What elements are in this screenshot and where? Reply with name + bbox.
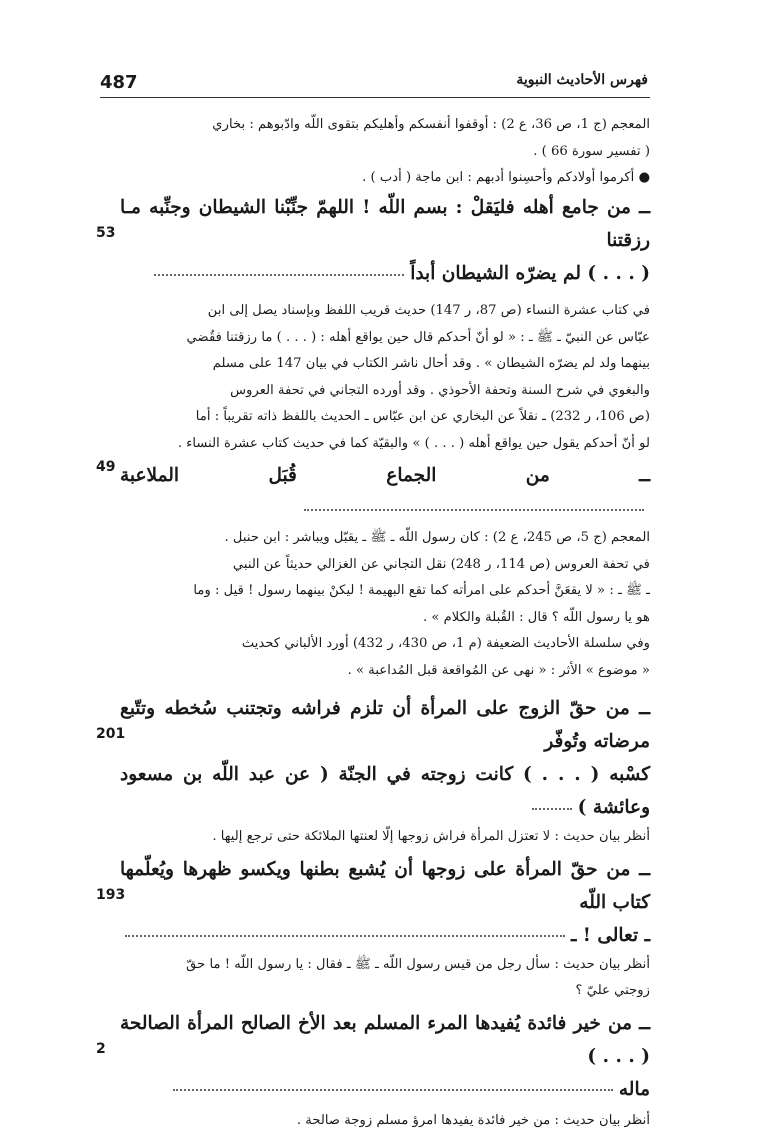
hadith-index: [120, 112, 650, 1134]
running-title: فهرس الأحاديث النبوية: [516, 72, 648, 88]
index-entry: [120, 191, 650, 457]
header-rule: [100, 97, 650, 98]
note-line: أنظر بيان حديث : لا تعتزل المرأة فراش زوجها إلّا لعنتها الملائكة حتى ترجع إليها .: [120, 824, 650, 851]
page-reference: 201: [96, 726, 125, 742]
leader-dots: [532, 807, 572, 810]
entry-heading-text: كسْبه ( . . . ) كانت زوجته في الجنّة ( عن عبد اللّه بن مسعود وعائشة ): [120, 764, 650, 818]
index-entry: [120, 853, 650, 1005]
index-entry: [120, 1007, 650, 1134]
note-line: أنظر بيان حديث : سأل رجل من قيس رسول اللّه ـ ﷺ ـ فقال : يا رسول اللّه ! ما حقّ: [120, 952, 650, 979]
entry-heading: [120, 758, 650, 824]
note-line: أنظر بيان حديث : من خير فائدة يفيدها امرؤ مسلم زوجة صالحة .: [120, 1108, 650, 1134]
entry-heading: [120, 257, 650, 290]
note-line: في كتاب عشرة النساء (ص 87، ر 147) حديث قريب اللفظ وبإسناد يصل إلى ابن: [120, 298, 650, 325]
note-line: ـ ﷺ ـ : « لا يقعَنَّ أحدكم على امرأته كما تقع البهيمة ! ليكنْ بينهما رسول ! قيل : وما: [120, 578, 650, 605]
index-entry: [120, 459, 650, 684]
entry-heading-text: ــ من الجماع قُبَل الملاعبة: [120, 465, 650, 486]
entry-heading: ــ من حقّ المرأة على زوجها أن يُشبع بطنها ويكسو ظهرها ويُعلّمها كتاب اللّه: [120, 853, 650, 919]
note-line: وفي سلسلة الأحاديث الضعيفة (م 1، ص 430، ر 432) أورد الألباني كحديث: [120, 631, 650, 658]
entry-heading: ــ من جامع أهله فليَقلْ : بسم اللّه ! اللهمّ جنِّبْنا الشيطان وجنِّبه مـا رزقتنا: [120, 191, 650, 257]
entry-heading: [120, 919, 650, 952]
entry-heading: [120, 459, 650, 525]
note-line: (ص 106، ر 232) ـ نقلاً عن البخاري عن ابن عبّاس ـ الحديث باللفظ ذاته تقريباً : أما: [120, 404, 650, 431]
continued-note: [120, 112, 650, 191]
entry-heading: [120, 1073, 650, 1106]
page-reference: 193: [96, 887, 125, 903]
entry-heading-text: ـ تعالى ! ـ: [571, 925, 650, 946]
page-reference: 49: [96, 459, 115, 475]
entry-heading: ــ من خير فائدة يُفيدها المرء المسلم بعد الأخ الصالح المرأة الصالحة ( . . . ): [120, 1007, 650, 1073]
note-line: هو يا رسول اللّه ؟ قال : القُبلة والكلام » .: [120, 605, 650, 632]
note-line: المعجم (ج 5، ص 245، ع 2) : كان رسول اللّه ـ ﷺ ـ يقبّل ويباشر : ابن حنبل .: [120, 525, 650, 552]
page-reference: 53: [96, 225, 115, 241]
index-entry: [120, 692, 650, 851]
note-line: عبّاس عن النبيّ ـ ﷺ ـ : « لو أنّ أحدكم قال حين يواقع أهله : ( . . . ) ما رزقتنا فقُضي: [120, 325, 650, 352]
leader-dots: [154, 273, 404, 276]
leader-dots: [125, 934, 565, 937]
note-line: المعجم (ج 1، ص 36، ع 2) : أوقفوا أنفسكم وأهليكم بتقوى اللّه وادّبوهم : بخاري: [120, 112, 650, 139]
note-line: والبغوي في شرح السنة وتحفة الأحوذي . وقد أورده التجاني في تحفة العروس: [120, 378, 650, 405]
page-reference: 2: [96, 1041, 106, 1057]
page-header: [100, 72, 648, 96]
note-line: « موضوع » الأثر : « نهى عن المُواقعة قبل المُداعبة » .: [120, 658, 650, 685]
note-line: زوجتي عليّ ؟: [120, 978, 650, 1005]
entry-heading: ــ من حقّ الزوج على المرأة أن تلزم فراشه وتجتنب سُخطه وتتّبع مرضاته وتُوفّر: [120, 692, 650, 758]
note-line: بينهما ولد لم يضرّه الشيطان » . وقد أحال ناشر الكتاب في بيان 147 على مسلم: [120, 351, 650, 378]
leader-dots: [173, 1088, 613, 1091]
note-line: لو أنّ أحدكم يقول حين يواقع أهله ( . . . ) » والبقيّة كما في حديث كتاب عشرة النساء .: [120, 431, 650, 458]
note-line: ( تفسير سورة 66 ) .: [120, 139, 650, 166]
entry-heading-text: ( . . . ) لم يضرّه الشيطان أبداً: [410, 263, 650, 284]
page-number: 487: [100, 72, 138, 93]
leader-dots: [304, 508, 644, 511]
entry-heading-text: ماله: [619, 1079, 650, 1100]
note-line: في تحفة العروس (ص 114، ر 248) نقل التجاني عن الغزالي حديثاً عن النبي: [120, 552, 650, 579]
bullet-note: ● أكرموا أولادكم وأحسِنوا أدبهم : ابن ماجة ( أدب ) .: [120, 165, 650, 191]
